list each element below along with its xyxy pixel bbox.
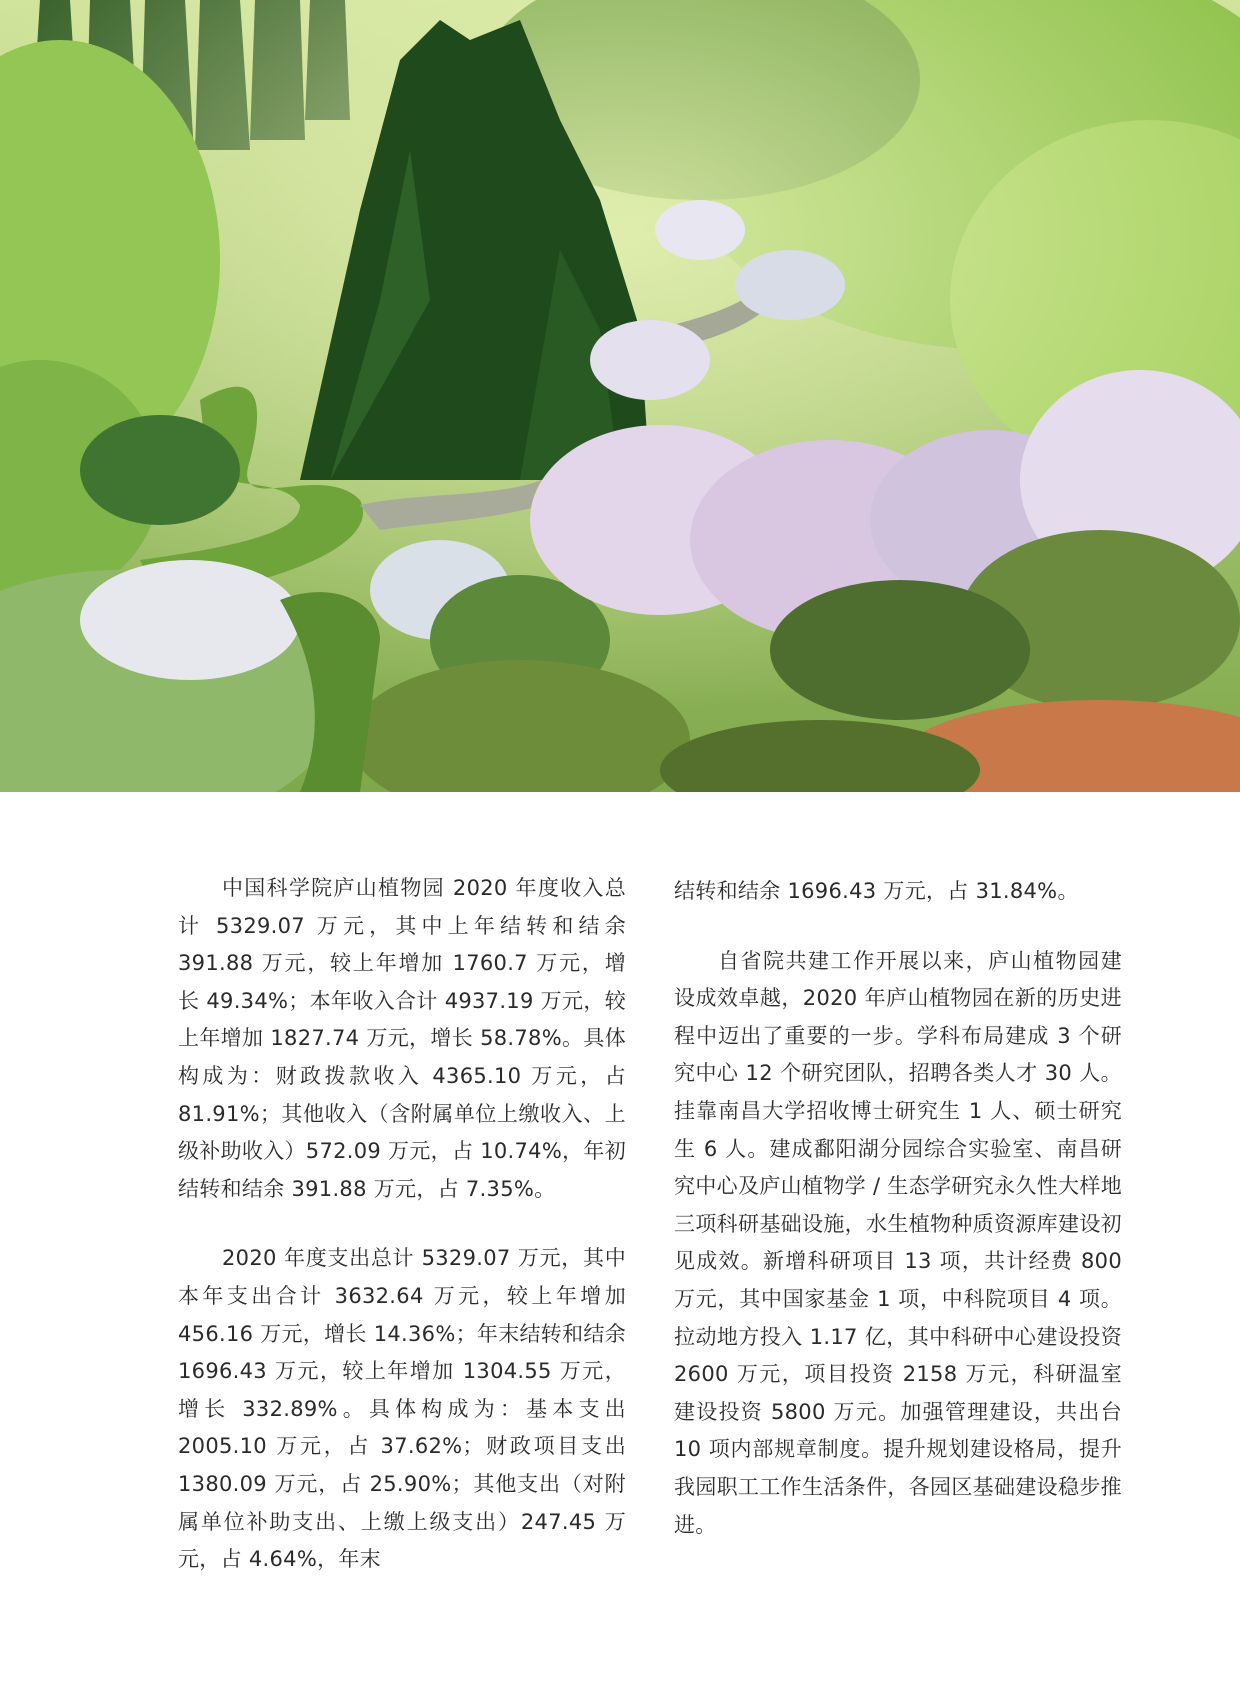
garden-photo [0, 0, 1240, 792]
left-text-column [178, 870, 626, 1611]
expenditure-paragraph-continued: 结转和结余 1696.43 万元，占 31.84%。 [674, 879, 1079, 903]
right-text-column [674, 873, 1122, 1576]
garden-illustration [0, 0, 1240, 792]
income-paragraph: 中国科学院庐山植物园 2020 年度收入总计 5329.07 万元，其中上年结转和结余 391.88 万元，较上年增加 1760.7 万元，增长 49.34%；本年收入合计 4937.19 万元，较上年增加 1827.74 万元，增长 58.78%。具体构成为：财政拨款收入 4365.10 万元，占 81.91%；其他收入（含附属单位上缴收入、上级补助收入）572.09 万元，占 10.74%，年初结转和结余 391.88 万元，占 7.35%。 [178, 876, 627, 1201]
achievements-paragraph: 自省院共建工作开展以来，庐山植物园建设成效卓越，2020 年庐山植物园在新的历史进程中迈出了重要的一步。学科布局建成 3 个研究中心 12 个研究团队，招聘各类人才 30 人。挂靠南昌大学招收博士研究生 1 人、硕士研究生 6 人。建成鄱阳湖分园综合实验室、南昌研究中心及庐山植物学 / 生态学研究永久性大样地三项科研基础设施，水生植物种质资源库建设初见成效。新增科研项目 13 项，共计经费 800 万元，其中国家基金 1 项，中科院项目 4 项。拉动地方投入 1.17 亿，其中科研中心建设投资 2600 万元，项目投资 2158 万元，科研温室建设投资 5800 万元。加强管理建设，共出台 10 项内部规章制度。提升规划建设格局，提升我园职工工作生活条件，各园区基础建设稳步推进。 [674, 948, 1122, 1537]
expenditure-paragraph: 2020 年度支出总计 5329.07 万元，其中本年支出合计 3632.64 万元，较上年增加 456.16 万元，增长 14.36%；年末结转和结余 1696.43 万元，较上年增加 1304.55 万元，增长 332.89%。具体构成为：基本支出 2005.10 万元，占 37.62%；财政项目支出 1380.09 万元，占 25.90%；其他支出（对附属单位补助支出、上缴上级支出）247.45 万元，占 4.64%，年末 [178, 1246, 627, 1572]
